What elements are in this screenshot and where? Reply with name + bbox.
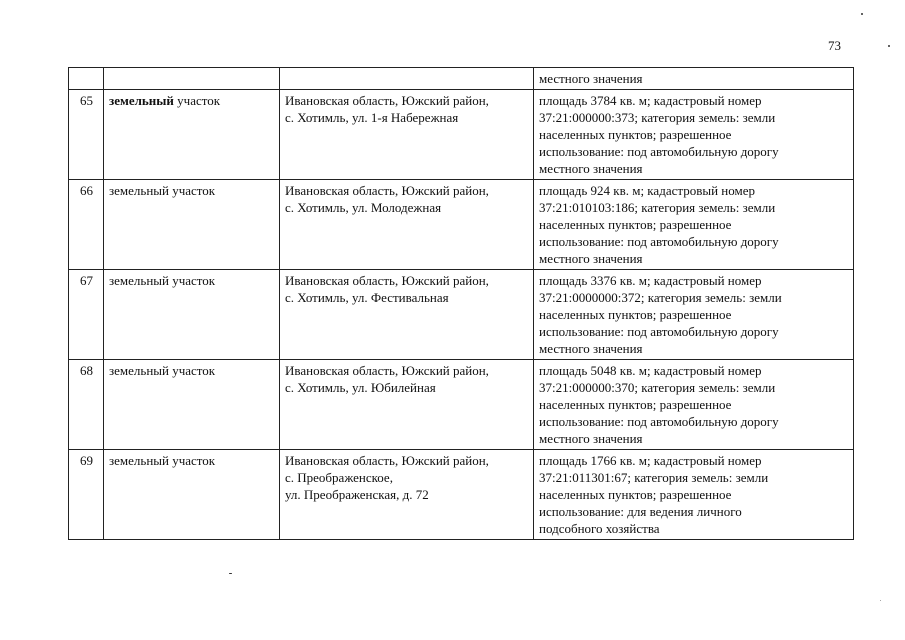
object-type-cell	[104, 180, 280, 270]
address-line: с. Хотимль, ул. Фестивальная	[285, 290, 449, 305]
description-line: площадь 1766 кв. м; кадастровый номер	[539, 453, 762, 468]
description-line: местного значения	[539, 431, 643, 446]
description-line: местного значения	[539, 71, 643, 86]
description-line: населенных пунктов; разрешенное	[539, 307, 732, 322]
description-line: 37:21:010103:186; категория земель: земли	[539, 200, 776, 215]
scan-speck	[880, 600, 881, 601]
address-cell	[280, 90, 534, 180]
row-number-cell: 68	[69, 360, 104, 450]
description-cell	[534, 270, 854, 360]
address-cell	[280, 68, 534, 90]
object-type-text: участок	[173, 93, 221, 108]
scan-speck	[861, 13, 863, 15]
table-body	[69, 68, 854, 540]
row-number-cell: 69	[69, 450, 104, 540]
description-line: населенных пунктов; разрешенное	[539, 397, 732, 412]
object-type-cell	[104, 68, 280, 90]
address-cell	[280, 270, 534, 360]
address-line: Ивановская область, Южский район,	[285, 93, 489, 108]
description-line: населенных пунктов; разрешенное	[539, 217, 732, 232]
description-line: населенных пунктов; разрешенное	[539, 127, 732, 142]
object-type-bold: земельный	[109, 93, 174, 108]
page-number: 73	[828, 38, 841, 53]
description-cell	[534, 68, 854, 90]
description-cell	[534, 90, 854, 180]
object-type-cell	[104, 270, 280, 360]
object-type-text: земельный участок	[109, 273, 216, 288]
scan-speck	[888, 45, 890, 47]
description-line: площадь 5048 кв. м; кадастровый номер	[539, 363, 762, 378]
address-line: ул. Преображенская, д. 72	[285, 487, 429, 502]
description-line: площадь 924 кв. м; кадастровый номер	[539, 183, 755, 198]
row-number-cell	[69, 68, 104, 90]
address-cell	[280, 180, 534, 270]
object-type-text: земельный участок	[109, 453, 216, 468]
address-line: Ивановская область, Южский район,	[285, 273, 489, 288]
description-cell	[534, 360, 854, 450]
description-cell	[534, 450, 854, 540]
scan-speck	[229, 573, 232, 574]
description-line: использование: под автомобильную дорогу	[539, 234, 779, 249]
land-plot-table	[68, 67, 854, 540]
address-cell	[280, 450, 534, 540]
address-line: с. Преображенское,	[285, 470, 393, 485]
description-line: 37:21:011301:67; категория земель: земли	[539, 470, 769, 485]
table-row	[69, 270, 854, 360]
object-type-text: земельный участок	[109, 183, 216, 198]
description-line: местного значения	[539, 341, 643, 356]
description-line: подсобного хозяйства	[539, 521, 660, 536]
table-row	[69, 180, 854, 270]
object-type-cell	[104, 450, 280, 540]
address-line: Ивановская область, Южский район,	[285, 453, 489, 468]
description-line: 37:21:0000000:372; категория земель: земли	[539, 290, 782, 305]
description-line: местного значения	[539, 161, 643, 176]
object-type-cell	[104, 90, 280, 180]
object-type-cell	[104, 360, 280, 450]
description-line: использование: под автомобильную дорогу	[539, 144, 779, 159]
description-line: 37:21:000000:373; категория земель: земли	[539, 110, 776, 125]
description-cell	[534, 180, 854, 270]
row-number-cell: 67	[69, 270, 104, 360]
object-type-text: земельный участок	[109, 363, 216, 378]
table-row-continuation	[69, 68, 854, 90]
description-line: площадь 3784 кв. м; кадастровый номер	[539, 93, 762, 108]
address-line: Ивановская область, Южский район,	[285, 183, 489, 198]
description-line: местного значения	[539, 251, 643, 266]
table-row	[69, 360, 854, 450]
description-line: населенных пунктов; разрешенное	[539, 487, 732, 502]
row-number-cell: 66	[69, 180, 104, 270]
address-line: с. Хотимль, ул. Молодежная	[285, 200, 442, 215]
table-row	[69, 450, 854, 540]
description-line: использование: под автомобильную дорогу	[539, 324, 779, 339]
description-line: использование: под автомобильную дорогу	[539, 414, 779, 429]
address-cell	[280, 360, 534, 450]
description-line: 37:21:000000:370; категория земель: земли	[539, 380, 776, 395]
description-line: использование: для ведения личного	[539, 504, 742, 519]
address-line: с. Хотимль, ул. Юбилейная	[285, 380, 436, 395]
address-line: с. Хотимль, ул. 1-я Набережная	[285, 110, 459, 125]
address-line: Ивановская область, Южский район,	[285, 363, 489, 378]
row-number-cell: 65	[69, 90, 104, 180]
description-line: площадь 3376 кв. м; кадастровый номер	[539, 273, 762, 288]
table-row	[69, 90, 854, 180]
